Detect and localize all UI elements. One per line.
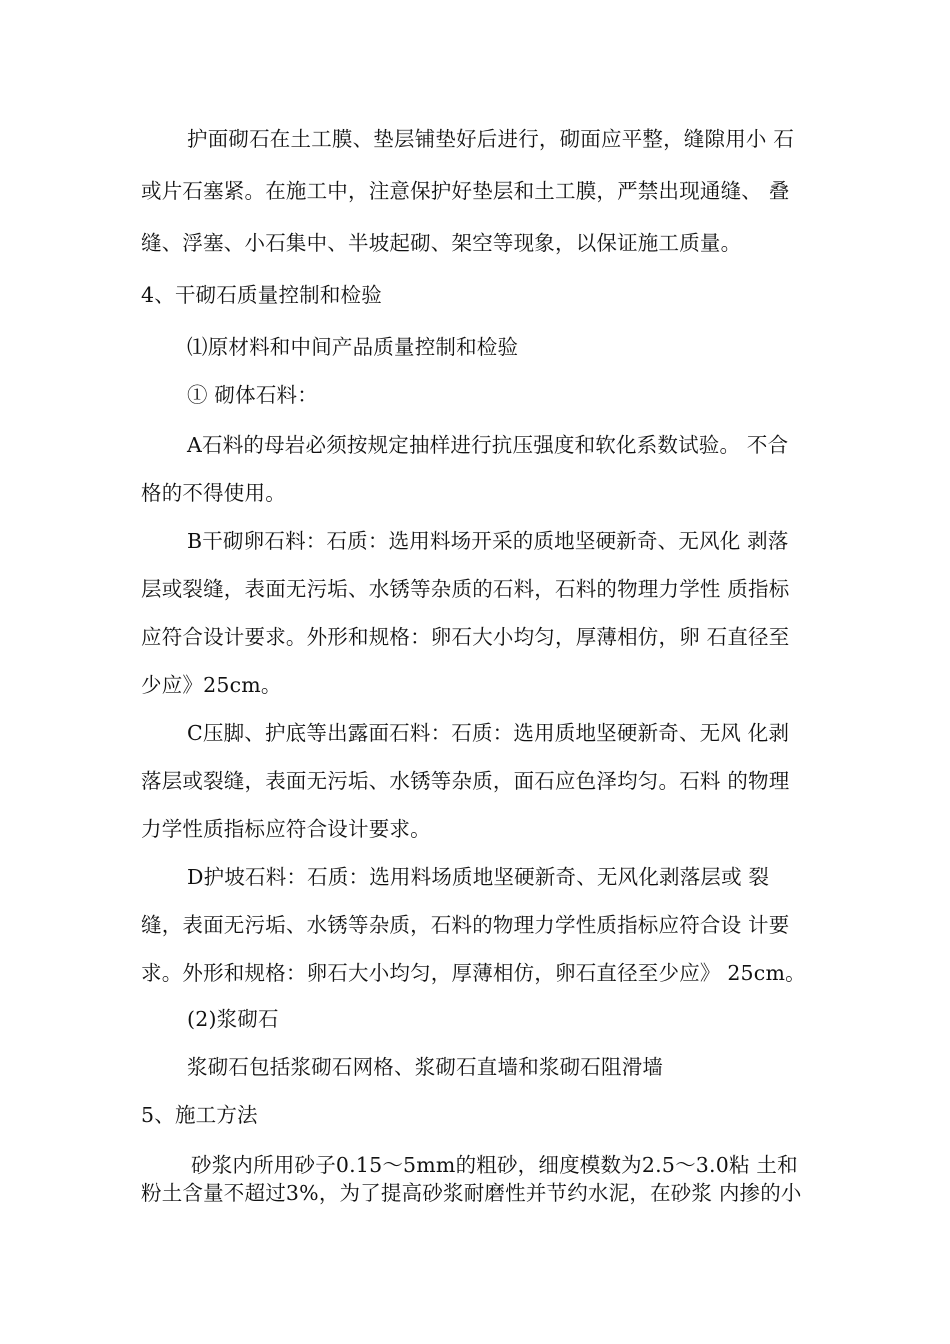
section-heading: 5、施工方法 <box>141 1103 258 1127</box>
paragraph-line: 浆砌石包括浆砌石网格、浆砌石直墙和浆砌石阻滑墙 <box>187 1055 664 1079</box>
paragraph-line: 或片石塞紧。在施工中，注意保护好垫层和土工膜，严禁出现通缝、 叠 <box>141 179 790 203</box>
paragraph-line: 少应》25cm。 <box>141 673 282 697</box>
paragraph-line: 应符合设计要求。外形和规格：卵石大小均匀，厚薄相仿，卵 石直径至 <box>141 625 790 649</box>
paragraph-line: 落层或裂缝，表面无污垢、水锈等杂质，面石应色泽均匀。石料 的物理 <box>141 769 790 793</box>
subsection-heading: ⑴原材料和中间产品质量控制和检验 <box>187 335 519 359</box>
paragraph-line: 缝、浮塞、小石集中、半坡起砌、架空等现象，以保证施工质量。 <box>141 231 742 255</box>
item-heading: ① 砌体石料： <box>187 383 318 407</box>
paragraph-line: A石料的母岩必须按规定抽样进行抗压强度和软化系数试验。 不合 <box>187 433 789 457</box>
paragraph-line: 粉土含量不超过3%，为了提高砂浆耐磨性并节约水泥，在砂浆 内掺的小 <box>141 1181 802 1205</box>
paragraph-line: 层或裂缝，表面无污垢、水锈等杂质的石料，石料的物理力学性 质指标 <box>141 577 790 601</box>
paragraph-line: 格的不得使用。 <box>141 481 286 505</box>
paragraph-line: B干砌卵石料：石质：选用料场开采的质地坚硬新奇、无风化 剥落 <box>187 529 789 553</box>
paragraph-line: D护坡石料：石质：选用料场质地坚硬新奇、无风化剥落层或 裂 <box>187 865 770 889</box>
paragraph-line: 缝，表面无污垢、水锈等杂质，石料的物理力学性质指标应符合设 计要 <box>141 913 790 937</box>
paragraph-line: 求。外形和规格：卵石大小均匀，厚薄相仿，卵石直径至少应》 25cm。 <box>141 961 806 985</box>
paragraph-line: 砂浆内所用砂子0.15〜5mm的粗砂，细度模数为2.5〜3.0粘 土和 <box>191 1153 798 1177</box>
subsection-heading: (2)浆砌石 <box>187 1007 279 1031</box>
paragraph-line: 护面砌石在土工膜、垫层铺垫好后进行，砌面应平整，缝隙用小 石 <box>187 127 795 151</box>
paragraph-line: C压脚、护底等出露面石料：石质：选用质地坚硬新奇、无风 化剥 <box>187 721 790 745</box>
section-heading: 4、干砌石质量控制和检验 <box>141 283 382 307</box>
paragraph-line: 力学性质指标应符合设计要求。 <box>141 817 431 841</box>
